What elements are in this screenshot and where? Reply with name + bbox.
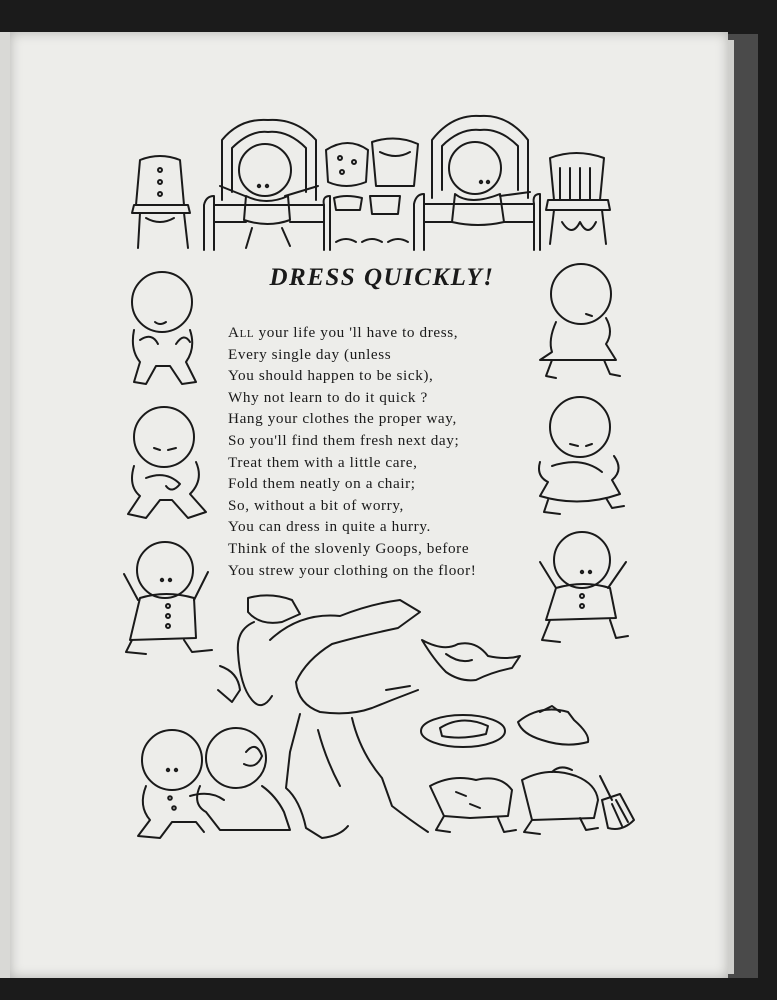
poem-line: You should happen to be sick), xyxy=(228,367,434,385)
hanging-clothes-illustration xyxy=(326,138,418,242)
right-goop-1-illustration xyxy=(540,264,620,378)
poem-first-word: All xyxy=(228,324,255,341)
page-title: DRESS QUICKLY! xyxy=(269,264,495,291)
right-goop-3-illustration xyxy=(540,532,628,642)
left-goop-3-illustration xyxy=(124,542,212,654)
left-goop-1-illustration xyxy=(132,272,196,384)
poem-line: So, without a bit of worry, xyxy=(228,496,404,514)
poem-line: Why not learn to do it quick ? xyxy=(228,388,428,406)
left-goop-2-illustration xyxy=(128,407,206,518)
poem-first-line-rest: your life you 'll have to dress, xyxy=(254,324,459,341)
left-chair-with-clothes-illustration xyxy=(132,156,190,248)
poem-line: You strew your clothing on the floor! xyxy=(228,561,477,579)
slovenly-goop-dancing-illustration xyxy=(218,595,428,838)
right-goop-2-illustration xyxy=(539,397,624,514)
left-bed-with-goop-illustration xyxy=(204,120,330,250)
cap-on-floor-illustration xyxy=(518,706,588,745)
poem-line: Treat them with a little care, xyxy=(228,453,418,471)
poem-line: Fold them neatly on a chair; xyxy=(228,475,416,493)
hat-on-floor-illustration xyxy=(421,715,505,747)
discarded-clothes-pile-illustration xyxy=(430,767,598,834)
poem-line: Think of the slovenly Goops, before xyxy=(228,539,470,557)
poem-line: Every single day (unless xyxy=(228,345,392,363)
right-chair-with-clothes-illustration xyxy=(546,153,610,244)
poem-line: Hang your clothes the proper way, xyxy=(228,410,457,428)
poem-text xyxy=(228,322,538,581)
scattered-scarf-illustration xyxy=(422,640,520,680)
broom-illustration xyxy=(600,776,634,829)
poem-line: You can dress in quite a hurry. xyxy=(228,518,431,536)
right-bed-with-goop-illustration xyxy=(414,116,540,250)
poem-line: So you'll find them fresh next day; xyxy=(228,431,460,449)
hugging-goops-illustration xyxy=(138,728,290,838)
poem-line xyxy=(228,322,538,344)
